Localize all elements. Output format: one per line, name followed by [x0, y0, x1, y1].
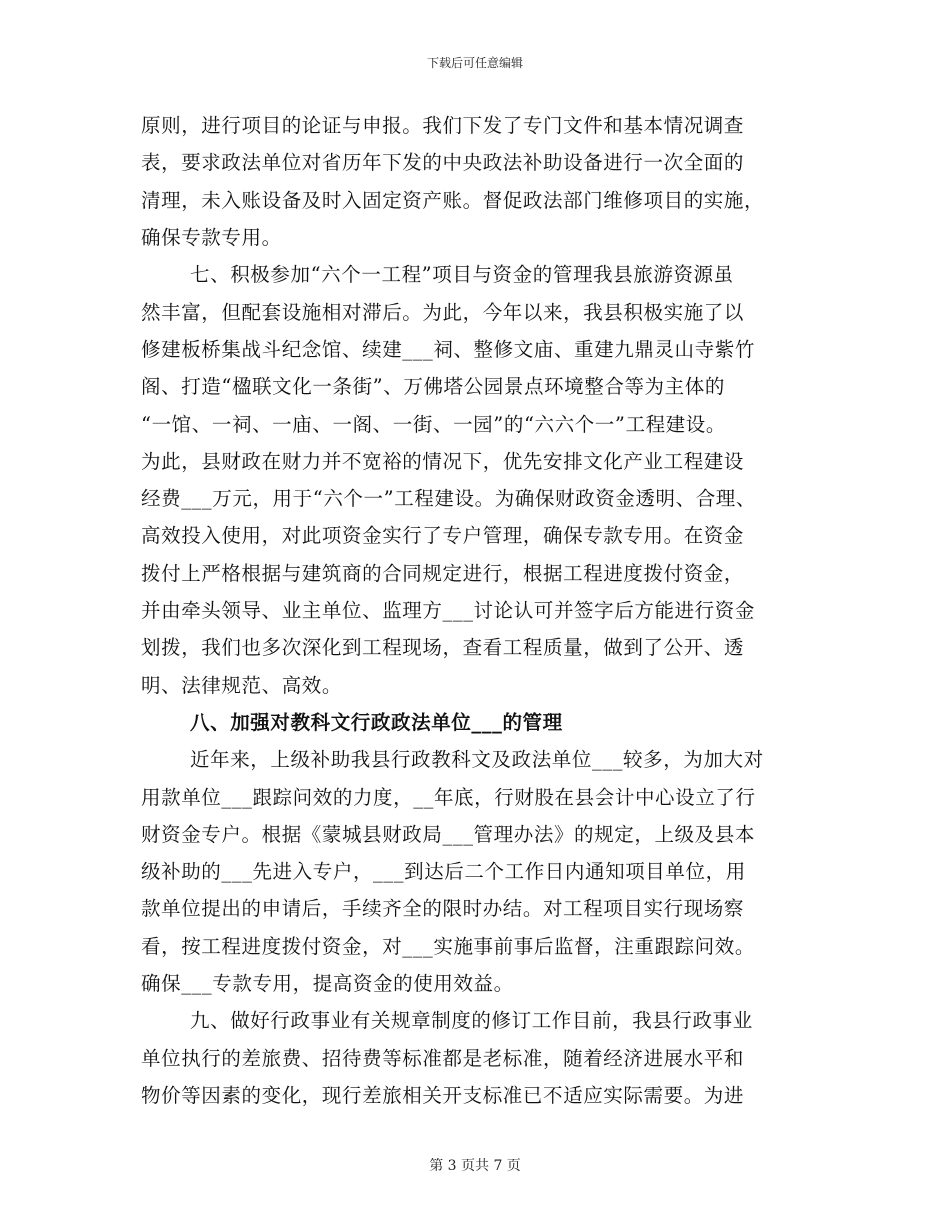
page-header: 下载后可任意编辑 [426, 56, 523, 70]
text-line: 然丰富，但配套设施相对滞后。为此，今年以来，我县积极实施了以 [141, 301, 745, 324]
text-line: 阁、打造“楹联文化一条街”、万佛塔公园景点环境整合等为主体的 [141, 375, 725, 398]
text-line: 经费___万元，用于“六个一”工程建设。为确保财政资金透明、合理、 [141, 487, 756, 510]
text-line: 拨付上严格根据与建筑商的合同规定进行，根据工程进度拨付资金， [141, 562, 745, 585]
text-line: 修建板桥集战斗纪念馆、续建___祠、整修文庙、重建九鼎灵山寺紫竹 [141, 338, 755, 361]
text-line: 看，按工程进度拨付资金，对___实施事前事后监督，注重跟踪问效。 [141, 935, 755, 958]
text-line: 原则，进行项目的论证与申报。我们下发了专门文件和基本情况调查 [141, 114, 745, 137]
text-line: 确保___专款专用，提高资金的使用效益。 [141, 972, 514, 995]
paragraph-nine-first-line: 九、做好行政事业有关规章制度的修订工作目前，我县行政事业 [190, 1009, 753, 1032]
paragraph-eight-first-line: 近年来，上级补助我县行政教科文及政法单位___较多，为加大对 [190, 748, 764, 771]
text-line: 单位执行的差旅费、招待费等标准都是老标准，随着经济进展水平和 [141, 1047, 745, 1070]
text-line: 物价等因素的变化，现行差旅相关开支标准已不适应实际需要。为进 [141, 1084, 745, 1107]
text-line: 款单位提出的申请后，手续齐全的限时办结。对工程项目实行现场察 [141, 897, 745, 920]
text-line: 清理，未入账设备及时入固定资产账。督促政法部门维修项目的实施， [141, 189, 765, 212]
text-line: 级补助的___先进入专户，___到达后二个工作日内通知项目单位，用 [141, 860, 746, 883]
section-heading-eight: 八、加强对教科文行政政法单位___的管理 [190, 711, 563, 734]
text-line: 财资金专户。根据《蒙城县财政局___管理办法》的规定，上级及县本 [141, 823, 755, 846]
text-line: 并由牵头领导、业主单位、监理方___讨论认可并签字后方能进行资金 [141, 599, 755, 622]
text-line: 明、法律规范、高效。 [141, 674, 343, 697]
text-line: 划拨，我们也多次深化到工程现场，查看工程质量，做到了公开、透 [141, 636, 745, 659]
page-footer: 第 3 页共 7 页 [429, 1158, 521, 1174]
text-line: 确保专款专用。 [141, 226, 282, 249]
text-line: 表，要求政法单位对省历年下发的中央政法补助设备进行一次全面的 [141, 151, 745, 174]
text-line: “一馆、一祠、一庙、一阁、一街、一园”的“六六个一”工程建设。 [141, 413, 726, 436]
text-line: 用款单位___跟踪问效的力度，__年底，行财股在县会计中心设立了行 [141, 786, 756, 809]
paragraph-seven-first-line: 七、积极参加“六个一工程”项目与资金的管理我县旅游资源虽 [190, 263, 734, 286]
text-line: 为此，县财政在财力并不宽裕的情况下，优先安排文化产业工程建设 [141, 450, 745, 473]
text-line: 高效投入使用，对此项资金实行了专户管理，确保专款专用。在资金 [141, 524, 745, 547]
